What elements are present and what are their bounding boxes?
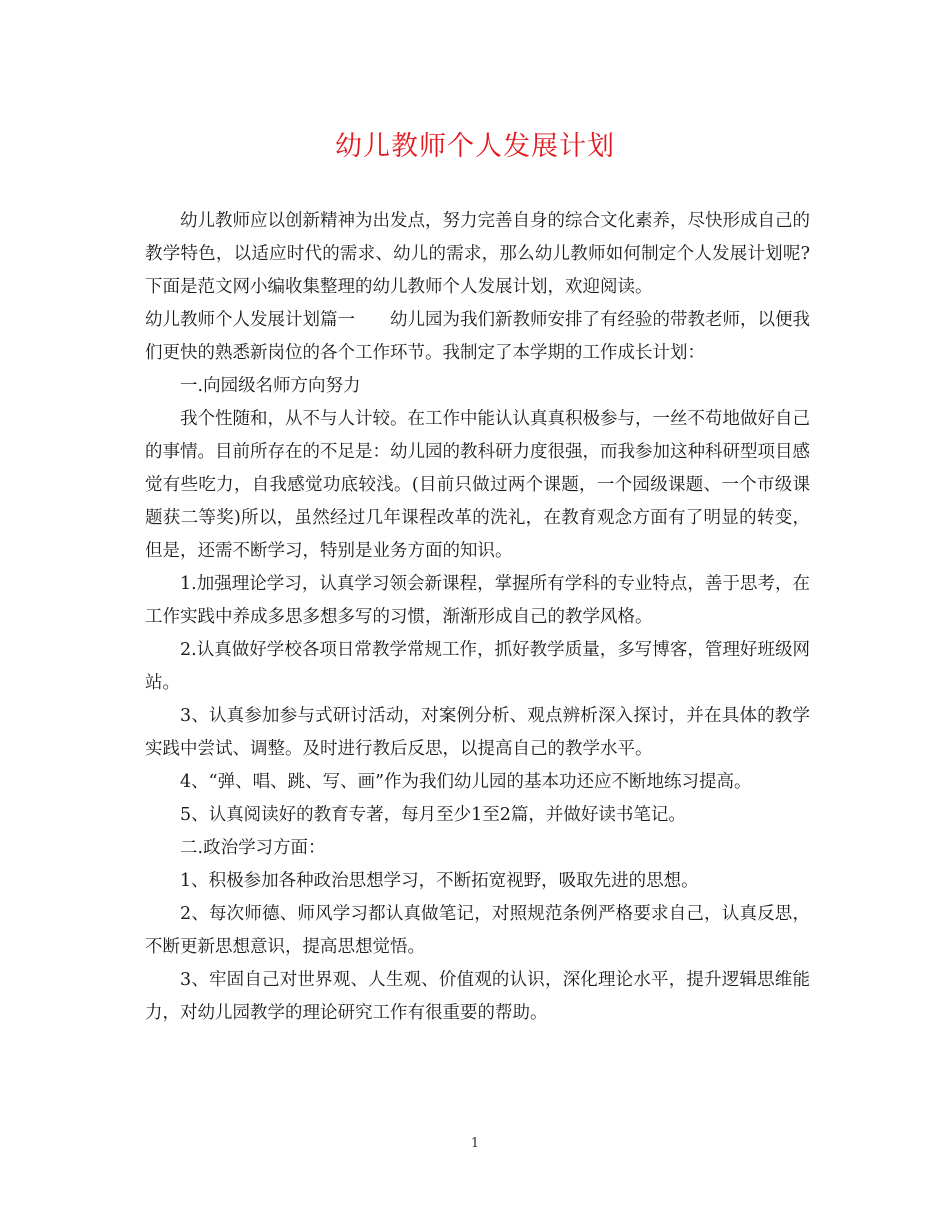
intro-paragraph: 幼儿教师应以创新精神为出发点，努力完善自身的综合文化素养，尽快形成自己的教学特色，以适应时代的需求、幼儿的需求，那么幼儿教师如何制定个人发展计划呢?下面是范文网小编收集整理的幼儿教师个人发展计划，欢迎阅读。 — [145, 211, 810, 297]
list-item-5: 5、认真阅读好的教育专著，每月至少1至2篇，并做好读书笔记。 — [180, 805, 686, 825]
list-item-1: 1.加强理论学习，认真学习领会新课程，掌握所有学科的专业特点，善于思考，在工作实践中养成多思多想多写的习惯，渐渐形成自己的教学风格。 — [145, 574, 810, 627]
section-heading-two: 二.政治学习方面： — [180, 838, 326, 858]
list-item-4: 4、“弹、唱、跳、写、画”作为我们幼儿园的基本功还应不断地练习提高。 — [180, 772, 752, 792]
self-assessment-paragraph: 我个性随和，从不与人计较。在工作中能认认真真积极参与，一丝不苟地做好自己的事情。目前所存在的不足是：幼儿园的教科研力度很强，而我参加这种科研型项目感觉有些吃力，自我感觉功底较浅。(目前只做过两个课题，一个园级课题、一个市级课题获二等奖)所以，虽然经过几年课程改革的洗礼，在教育观念方面有了明显的转变，但是，还需不断学习，特别是业务方面的知识。 — [145, 409, 810, 561]
list-item-3: 3、认真参加参与式研讨活动，对案例分析、观点辨析深入探讨，并在具体的教学实践中尝试、调整。及时进行教后反思，以提高自己的教学水平。 — [145, 706, 810, 759]
document-body — [145, 205, 810, 1030]
page-number: 1 — [470, 1136, 480, 1151]
politics-item-2: 2、每次师德、师风学习都认真做笔记，对照规范条例严格要求自己，认真反思，不断更新思想意识，提高思想觉悟。 — [145, 904, 810, 957]
politics-item-3: 3、牢固自己对世界观、人生观、价值观的认识，深化理论水平，提升逻辑思维能力，对幼儿园教学的理论研究工作有很重要的帮助。 — [145, 970, 810, 1023]
section-heading-one: 一.向园级名师方向努力 — [180, 376, 361, 396]
list-item-2: 2.认真做好学校各项日常教学常规工作，抓好教学质量，多写博客，管理好班级网站。 — [145, 640, 810, 693]
plan-one-intro-paragraph: 幼儿教师个人发展计划篇一 幼儿园为我们新教师安排了有经验的带教老师，以便我们更快的熟悉新岗位的各个工作环节。我制定了本学期的工作成长计划： — [145, 310, 810, 363]
document-title: 幼儿教师个人发展计划 — [335, 131, 615, 162]
politics-item-1: 1、积极参加各种政治思想学习，不断拓宽视野，吸取先进的思想。 — [180, 871, 699, 891]
